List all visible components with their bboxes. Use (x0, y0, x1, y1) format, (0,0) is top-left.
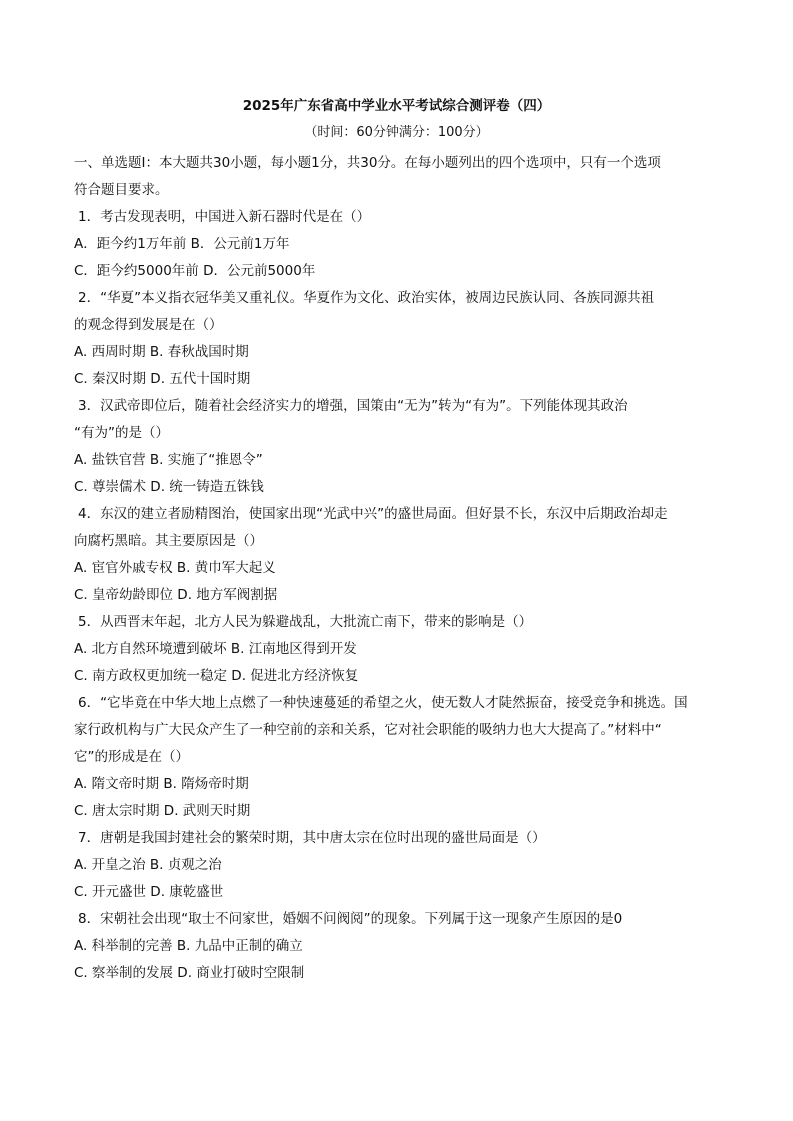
question-stem-continued: 它”的形成是在（） (74, 749, 189, 765)
question-stem: 7．唐朝是我国封建社会的繁荣时期，其中唐太宗在位时出现的盛世局面是（） (78, 830, 546, 846)
question-4 (74, 501, 724, 609)
question-options-row-1: A. 宦官外戚专权 B. 黄巾军大起义 (74, 560, 276, 576)
question-stem: 6．“它毕竟在中华大地上点燃了一种快速蔓延的希望之火，使无数人才陡然振奋，接受竞争和挑选。国 (78, 695, 688, 711)
exam-subtitle: （时间：60分钟满分：100分） (304, 125, 489, 140)
question-options-row-2: C. 尊崇儒术 D. 统一铸造五铢钱 (74, 479, 264, 495)
question-options-row-2: C．距今约5000年前 D．公元前5000年 (74, 263, 316, 279)
question-stem-continued: 的观念得到发展是在（） (74, 317, 223, 333)
question-stem: 1．考古发现表明，中国进入新石器时代是在（） (78, 209, 371, 225)
exam-title: 2025年广东省高中学业水平考试综合测评卷（四） (242, 98, 551, 114)
question-options-row-1: A. 西周时期 B. 春秋战国时期 (74, 344, 249, 360)
exam-body (74, 150, 724, 987)
question-6 (74, 690, 724, 825)
question-stem: 4．东汉的建立者励精图治，使国家出现“光武中兴”的盛世局面。但好景不长，东汉中后期政治却走 (78, 506, 668, 522)
question-options-row-1: A. 科举制的完善 B. 九品中正制的确立 (74, 938, 303, 954)
question-1 (74, 204, 724, 285)
question-options-row-1: A. 北方自然环境遭到破坏 B. 江南地区得到开发 (74, 641, 357, 657)
question-stem: 3．汉武帝即位后，随着社会经济实力的增强，国策由“无为”转为“有为”。下列能体现其政治 (78, 398, 628, 414)
question-options-row-1: A. 开皇之治 B. 贞观之治 (74, 857, 222, 873)
question-options-row-2: C. 皇帝幼龄即位 D. 地方军阀割据 (74, 587, 278, 603)
question-options-row-1: A. 隋文帝时期 B. 隋炀帝时期 (74, 776, 249, 792)
question-options-row-2: C. 秦汉时期 D. 五代十国时期 (74, 371, 251, 387)
question-8 (74, 906, 724, 987)
section-instruction-line-1: 一、单选题I：本大题共30小题，每小题1分，共30分。在每小题列出的四个选项中，只有一个选项 (74, 155, 661, 171)
question-2 (74, 285, 724, 393)
question-5 (74, 609, 724, 690)
question-options-row-2: C. 南方政权更加统一稳定 D. 促进北方经济恢复 (74, 668, 359, 684)
question-options-row-2: C. 唐太宗时期 D. 武则天时期 (74, 803, 251, 819)
question-stem: 2．“华夏”本义指衣冠华美又重礼仪。华夏作为文化、政治实体，被周边民族认同、各族同源共祖 (78, 290, 655, 306)
question-stem-continued: 向腐朽黑暗。其主要原因是（） (74, 533, 263, 549)
question-7 (74, 825, 724, 906)
question-stem: 5．从西晋末年起，北方人民为躲避战乱，大批流亡南下，带来的影响是（） (78, 614, 533, 630)
section-instruction-line-2: 符合题目要求。 (74, 182, 169, 198)
question-3 (74, 393, 724, 501)
question-stem-continued: “有为”的是（） (74, 425, 169, 441)
question-stem: 8．宋朝社会出现“取士不问家世，婚姻不问阀阅”的现象。下列属于这一现象产生原因的是0 (78, 911, 623, 927)
question-options-row-2: C. 开元盛世 D. 康乾盛世 (74, 884, 224, 900)
question-stem-continued: 家行政机构与广大民众产生了一种空前的亲和关系，它对社会职能的吸纳力也大大提高了。”材料中“ (74, 722, 662, 738)
question-options-row-1: A. 盐铁官营 B. 实施了“推恩令” (74, 452, 263, 468)
question-options-row-2: C. 察举制的发展 D. 商业打破时空限制 (74, 965, 305, 981)
question-options-row-1: A．距今约1万年前 B．公元前1万年 (74, 236, 290, 252)
